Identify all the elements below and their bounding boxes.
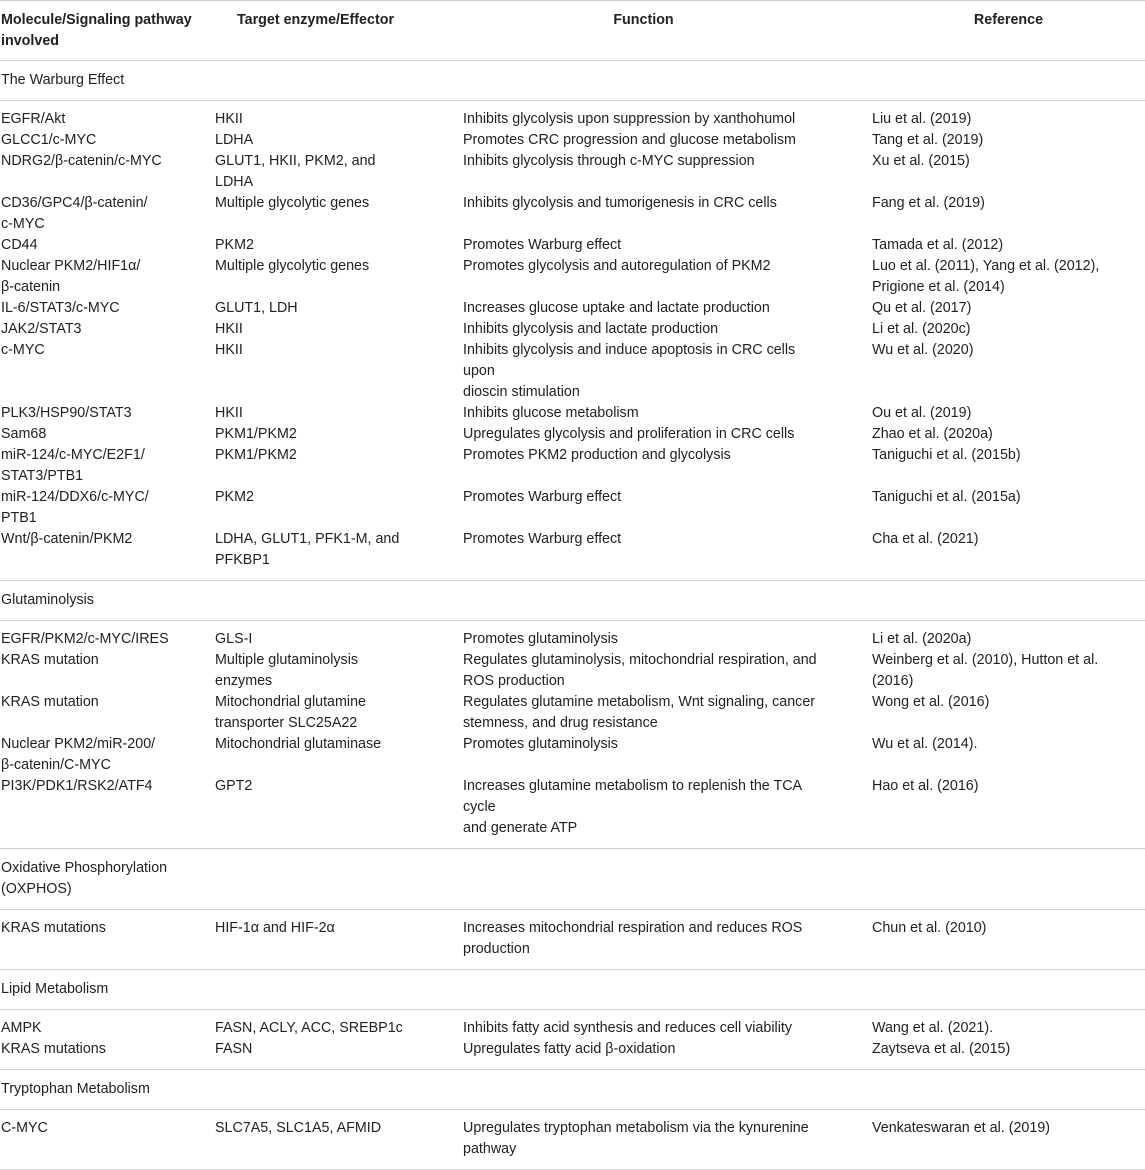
header-reference: Reference [973, 12, 1044, 28]
section-title: Glutaminolysis [0, 581, 1145, 621]
table-row [0, 629, 1145, 650]
cell-reference: Fang et al. (2019) [872, 195, 985, 211]
cell-function: Inhibits glycolysis upon suppression by xanthohumol [463, 111, 796, 127]
cell-molecule: PLK3/HSP90/STAT3 [1, 405, 132, 421]
table-row [0, 1118, 1145, 1160]
table-body [0, 61, 1145, 1170]
table-row [0, 151, 1145, 193]
cell-target: HKII [215, 405, 243, 421]
cell-reference: Ou et al. (2019) [872, 405, 972, 421]
cell-target: HKII [215, 111, 243, 127]
table-row [0, 734, 1145, 776]
cell-molecule: KRAS mutations [1, 920, 106, 936]
cell-function: Increases glutamine metabolism to replenish the TCA cycle and generate ATP [463, 778, 802, 836]
cell-reference: Weinberg et al. (2010), Hutton et al. (2016) [872, 652, 1099, 689]
table-row [0, 235, 1145, 256]
cell-target: GPT2 [215, 778, 253, 794]
cell-reference: Wong et al. (2016) [872, 694, 990, 710]
cell-molecule: C-MYC [1, 1120, 48, 1136]
cell-reference: Li et al. (2020a) [872, 631, 972, 647]
table-row [0, 193, 1145, 235]
cell-target: PKM1/PKM2 [215, 426, 297, 442]
cell-target: Multiple glycolytic genes [215, 195, 370, 211]
cell-target: LDHA [215, 132, 254, 148]
cell-reference: Zhao et al. (2020a) [872, 426, 993, 442]
cell-reference: Tang et al. (2019) [872, 132, 984, 148]
section-rows [0, 101, 1145, 581]
cell-target: Multiple glutaminolysis enzymes [215, 652, 359, 689]
cell-function: Promotes Warburg effect [463, 489, 622, 505]
cell-function: Promotes glycolysis and autoregulation of PKM2 [463, 258, 771, 274]
section-title: The Warburg Effect [0, 61, 1145, 101]
cell-molecule: Nuclear PKM2/miR-200/ β-catenin/C-MYC [1, 736, 156, 773]
cell-molecule: JAK2/STAT3 [1, 321, 82, 337]
cell-target: PKM1/PKM2 [215, 447, 297, 463]
cell-molecule: AMPK [1, 1020, 42, 1036]
cell-function: Increases mitochondrial respiration and reduces ROS production [463, 920, 803, 957]
cell-molecule: PI3K/PDK1/RSK2/ATF4 [1, 778, 153, 794]
cell-target: GLUT1, HKII, PKM2, and LDHA [215, 153, 376, 190]
cell-target: LDHA, GLUT1, PFK1-M, and PFKBP1 [215, 531, 400, 568]
table-row [0, 319, 1145, 340]
cell-function: Increases glucose uptake and lactate production [463, 300, 770, 316]
section-rows [0, 621, 1145, 849]
cell-molecule: miR-124/DDX6/c-MYC/ PTB1 [1, 489, 149, 526]
cell-reference: Wu et al. (2014). [872, 736, 978, 752]
table-row [0, 424, 1145, 445]
header-molecule: Molecule/Signaling pathway involved [1, 12, 192, 49]
table-row [0, 298, 1145, 319]
cell-molecule: GLCC1/c-MYC [1, 132, 97, 148]
cell-function: Promotes PKM2 production and glycolysis [463, 447, 731, 463]
section-rows [0, 1110, 1145, 1170]
section-title: Oxidative Phosphorylation (OXPHOS) [0, 849, 1145, 910]
table-row [0, 130, 1145, 151]
cell-molecule: EGFR/Akt [1, 111, 66, 127]
cell-target: PKM2 [215, 489, 254, 505]
cell-target: SLC7A5, SLC1A5, AFMID [215, 1120, 382, 1136]
cell-reference: Luo et al. (2011), Yang et al. (2012), Prigione et al. (2014) [872, 258, 1100, 295]
cell-reference: Wang et al. (2021). [872, 1020, 994, 1036]
cell-reference: Wu et al. (2020) [872, 342, 974, 358]
cell-molecule: KRAS mutations [1, 1041, 106, 1057]
cell-target: PKM2 [215, 237, 254, 253]
table-row [0, 445, 1145, 487]
cell-reference: Hao et al. (2016) [872, 778, 979, 794]
cell-reference: Xu et al. (2015) [872, 153, 970, 169]
cell-function: Inhibits glycolysis and lactate production [463, 321, 719, 337]
table-row [0, 109, 1145, 130]
cell-molecule: IL-6/STAT3/c-MYC [1, 300, 120, 316]
cell-function: Promotes Warburg effect [463, 237, 622, 253]
cell-target: HKII [215, 342, 243, 358]
table-row [0, 918, 1145, 960]
cell-function: Regulates glutamine metabolism, Wnt signaling, cancer stemness, and drug resistance [463, 694, 816, 731]
cell-reference: Taniguchi et al. (2015a) [872, 489, 1021, 505]
cell-function: Upregulates fatty acid β-oxidation [463, 1041, 676, 1057]
table-row [0, 650, 1145, 692]
cell-function: Promotes Warburg effect [463, 531, 622, 547]
table-row [0, 256, 1145, 298]
cell-molecule: NDRG2/β-catenin/c-MYC [1, 153, 162, 169]
cell-reference: Tamada et al. (2012) [872, 237, 1004, 253]
section-rows [0, 910, 1145, 970]
table-header [0, 0, 1145, 61]
table-row [0, 529, 1145, 571]
cell-reference: Li et al. (2020c) [872, 321, 971, 337]
cell-function: Inhibits glycolysis and tumorigenesis in CRC cells [463, 195, 777, 211]
cell-molecule: EGFR/PKM2/c-MYC/IRES [1, 631, 169, 647]
cell-target: GLUT1, LDH [215, 300, 298, 316]
cell-molecule: Wnt/β-catenin/PKM2 [1, 531, 133, 547]
cell-reference: Liu et al. (2019) [872, 111, 972, 127]
cell-reference: Chun et al. (2010) [872, 920, 987, 936]
header-function: Function [613, 12, 674, 28]
cell-function: Regulates glutaminolysis, mitochondrial respiration, and ROS production [463, 652, 817, 689]
cell-molecule: CD44 [1, 237, 38, 253]
cell-function: Upregulates tryptophan metabolism via the kynurenine pathway [463, 1120, 809, 1157]
cell-target: GLS-I [215, 631, 253, 647]
cell-reference: Venkateswaran et al. (2019) [872, 1120, 1051, 1136]
cell-reference: Cha et al. (2021) [872, 531, 979, 547]
section-rows [0, 1010, 1145, 1070]
cell-target: FASN, ACLY, ACC, SREBP1c [215, 1020, 403, 1036]
table-row [0, 692, 1145, 734]
cell-molecule: KRAS mutation [1, 652, 99, 668]
cell-molecule: CD36/GPC4/β-catenin/ c-MYC [1, 195, 148, 232]
cell-function: Promotes glutaminolysis [463, 631, 618, 647]
cell-target: HKII [215, 321, 243, 337]
cell-reference: Taniguchi et al. (2015b) [872, 447, 1021, 463]
cell-function: Promotes CRC progression and glucose metabolism [463, 132, 796, 148]
cell-function: Promotes glutaminolysis [463, 736, 618, 752]
table-row [0, 776, 1145, 839]
header-target: Target enzyme/Effector [236, 12, 395, 28]
cell-target: HIF-1α and HIF-2α [215, 920, 335, 936]
table-row [0, 487, 1145, 529]
cell-target: FASN [215, 1041, 253, 1057]
cell-molecule: miR-124/c-MYC/E2F1/ STAT3/PTB1 [1, 447, 145, 484]
cell-molecule: KRAS mutation [1, 694, 99, 710]
cell-function: Inhibits glucose metabolism [463, 405, 639, 421]
section-title: Lipid Metabolism [0, 970, 1145, 1010]
cell-molecule: Sam68 [1, 426, 47, 442]
cell-reference: Zaytseva et al. (2015) [872, 1041, 1011, 1057]
table-row [0, 1018, 1145, 1039]
cell-function: Inhibits glycolysis and induce apoptosis in CRC cells upon dioscin stimulation [463, 342, 796, 400]
table-row [0, 403, 1145, 424]
cell-function: Upregulates glycolysis and proliferation in CRC cells [463, 426, 795, 442]
section-title: Tryptophan Metabolism [0, 1070, 1145, 1110]
cell-molecule: Nuclear PKM2/HIF1α/ β-catenin [1, 258, 141, 295]
cell-function: Inhibits fatty acid synthesis and reduces cell viability [463, 1020, 792, 1036]
table-row [0, 1039, 1145, 1060]
cell-target: Multiple glycolytic genes [215, 258, 370, 274]
cell-target: Mitochondrial glutamine transporter SLC25A22 [215, 694, 366, 731]
cell-reference: Qu et al. (2017) [872, 300, 972, 316]
cell-function: Inhibits glycolysis through c-MYC suppression [463, 153, 755, 169]
cell-target: Mitochondrial glutaminase [215, 736, 382, 752]
cell-molecule: c-MYC [1, 342, 45, 358]
table-row [0, 340, 1145, 403]
